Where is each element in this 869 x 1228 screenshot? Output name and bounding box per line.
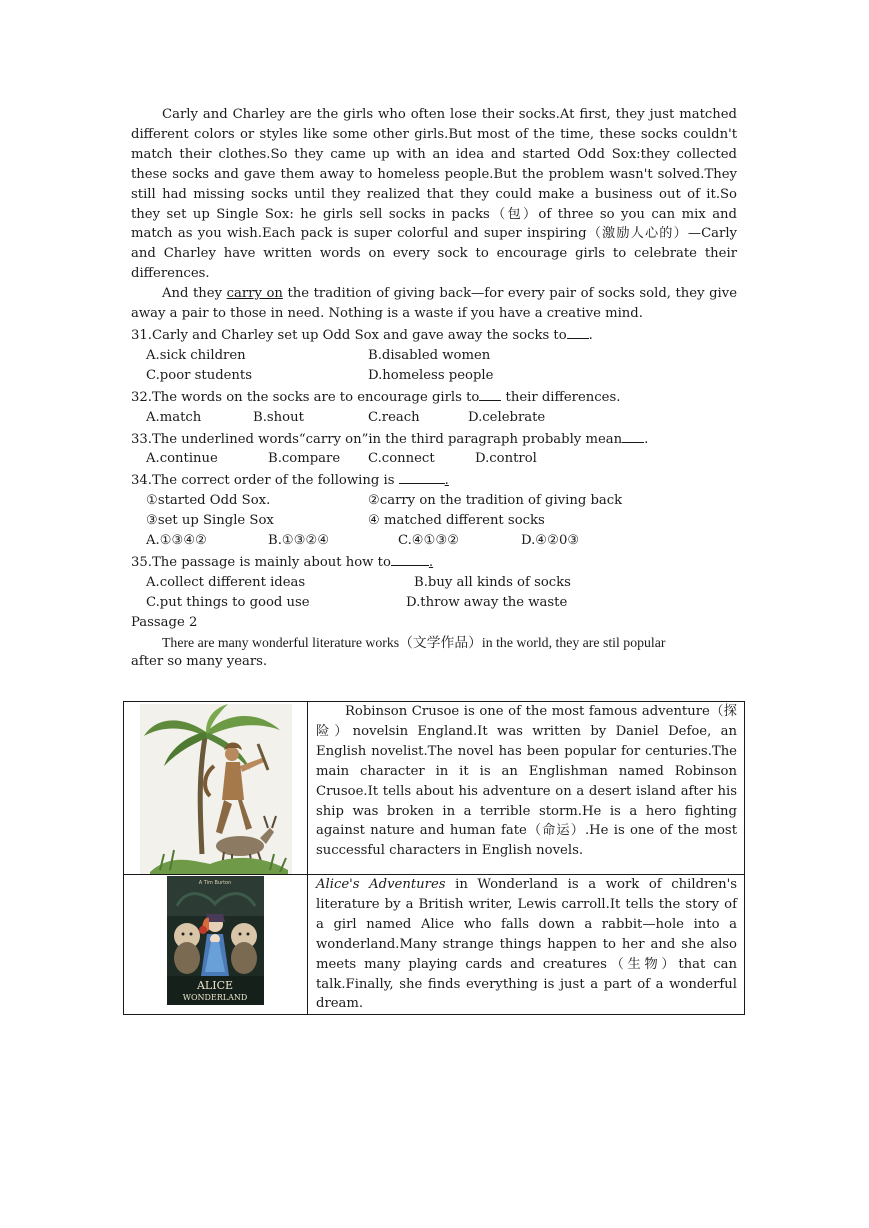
passage1-paragraph2 (131, 284, 737, 324)
option-b[interactable]: B.disabled women (368, 347, 491, 363)
question-31-options-row2 (131, 366, 737, 386)
answer-blank[interactable] (391, 551, 429, 566)
item-1: ①started Odd Sox. (146, 493, 271, 509)
item-4: ④ matched different socks (368, 513, 545, 529)
option-d[interactable]: D.④②0③ (521, 533, 580, 549)
question-33-options (131, 449, 737, 469)
option-c[interactable]: C.④①③② (398, 533, 460, 549)
robinson-crusoe-illustration (140, 704, 292, 874)
question-33 (131, 428, 737, 450)
question-34 (131, 469, 737, 491)
passage2-label: Passage 2 (131, 614, 198, 630)
book-description (316, 875, 737, 1014)
question-stem: 32.The words on the socks are to encourage girls to (131, 389, 480, 405)
para2-text-end: the tradition of giving back—for every pair of socks sold, they give away a pair to those in need. Nothing is a waste if you have a creative mind. (131, 286, 738, 322)
question-34-items-row2 (131, 511, 737, 531)
question-end: . (644, 431, 649, 447)
poster-title-line1: ALICE (196, 979, 234, 992)
alice-in-wonderland-poster (167, 876, 264, 1005)
passage2-intro-line2: after so many years. (131, 654, 268, 670)
question-35-options-row2 (131, 593, 737, 613)
question-end: their differences. (501, 389, 621, 405)
alice-image-cell (124, 875, 308, 1015)
question-stem: 33.The underlined words“carry on”in the third paragraph probably mean (131, 431, 623, 447)
robinson-crusoe-image-cell (124, 702, 308, 875)
question-end: . (588, 327, 593, 343)
option-a[interactable]: A.continue (146, 451, 218, 467)
question-31-options-row1 (131, 346, 737, 366)
option-c[interactable]: C.reach (368, 409, 420, 425)
answer-blank[interactable] (622, 428, 644, 443)
question-end: . (428, 554, 434, 570)
passage2-intro-line1: There are many wonderful literature works（文学作品）in the world, they are stil popular (162, 634, 666, 650)
option-b[interactable]: B.shout (253, 409, 304, 425)
item-2: ②carry on the tradition of giving back (368, 493, 623, 509)
question-end: . (444, 473, 449, 489)
para2-text-start: And they (162, 286, 227, 302)
option-b[interactable]: B.buy all kinds of socks (414, 574, 571, 590)
option-d[interactable]: D.control (475, 451, 537, 467)
answer-blank[interactable] (567, 324, 589, 339)
worksheet (131, 105, 737, 672)
option-b[interactable]: B.①③②④ (268, 533, 330, 549)
option-a[interactable]: A.sick children (146, 347, 246, 363)
item-3: ③set up Single Sox (146, 513, 274, 529)
question-35-options-row1 (131, 573, 737, 593)
question-32-options (131, 408, 737, 428)
option-a[interactable]: A.match (146, 409, 202, 425)
poster-title-line2: WONDERLAND (182, 993, 248, 1002)
question-34-items-row1 (131, 491, 737, 511)
literature-table (123, 701, 745, 1015)
question-31 (131, 324, 737, 346)
passage1-paragraph1: Carly and Charley are the girls who often lose their socks.At first, they just matched different colors or styles like some other girls.But most of the time, these socks couldn't match their clothes.So they came up with an idea and started Odd Sox:they collected these socks and gave them away to homeless people.But the problem wasn't solved.They still had missing socks until they realized that they could make a business out of it.So they set up Single Sox: he girls sell socks in packs（包）of three so you can mix and match as you wish.Each pack is super colorful and super inspiring（激励人心的）—Carly and Charley have written words on every sock to encourage girls to celebrate their differences. (131, 107, 737, 282)
option-c[interactable]: C.put things to good use (146, 594, 310, 610)
option-d[interactable]: D.throw away the waste (406, 594, 568, 610)
poster-credit: A Tim Burton (198, 880, 232, 886)
question-stem: 35.The passage is mainly about how to (131, 554, 391, 570)
option-b[interactable]: B.compare (268, 451, 341, 467)
option-c[interactable]: C.connect (368, 451, 435, 467)
question-35 (131, 551, 737, 573)
answer-blank[interactable] (479, 386, 501, 401)
book-title: Alice's Adventures (316, 877, 446, 892)
option-a[interactable]: A.collect different ideas (146, 574, 306, 590)
book-description: Robinson Crusoe is one of the most famous adventure（探险）novelsin England.It was written by Daniel Defoe, an English novelist.The novel has been popular for centuries.The main character in it is an Englishman named Robinson Crusoe.It tells about his adventure on a desert island after his ship was broken in a terrible storm.He is a hero fighting against nature and human fate（命运）.He is one of the most successful characters in English novels. (316, 704, 737, 859)
question-34-options (131, 531, 737, 551)
table-row (124, 875, 745, 1015)
book-text: in Wonderland is a work of children's literature by a British writer, Lewis carroll.It tells the story of a girl named Alice who falls down a rabbit—hole into a wonderland.Many strange things happen to her and she also meets many playing cards and creatures（生物）that can talk.Finally, she finds everything is just a part of a wonderful dream. (316, 877, 738, 1012)
question-32 (131, 386, 737, 408)
alice-description (308, 875, 745, 1015)
underlined-phrase: carry on (226, 286, 283, 302)
question-stem: 31.Carly and Charley set up Odd Sox and gave away the socks to (131, 327, 567, 343)
option-d[interactable]: D.celebrate (468, 409, 546, 425)
option-d[interactable]: D.homeless people (368, 367, 494, 383)
question-stem: 34.The correct order of the following is (131, 473, 399, 489)
table-row (124, 702, 745, 875)
robinson-crusoe-description (308, 702, 745, 875)
answer-blank[interactable] (399, 469, 445, 484)
option-a[interactable]: A.①③④② (146, 533, 208, 549)
option-c[interactable]: C.poor students (146, 367, 252, 383)
